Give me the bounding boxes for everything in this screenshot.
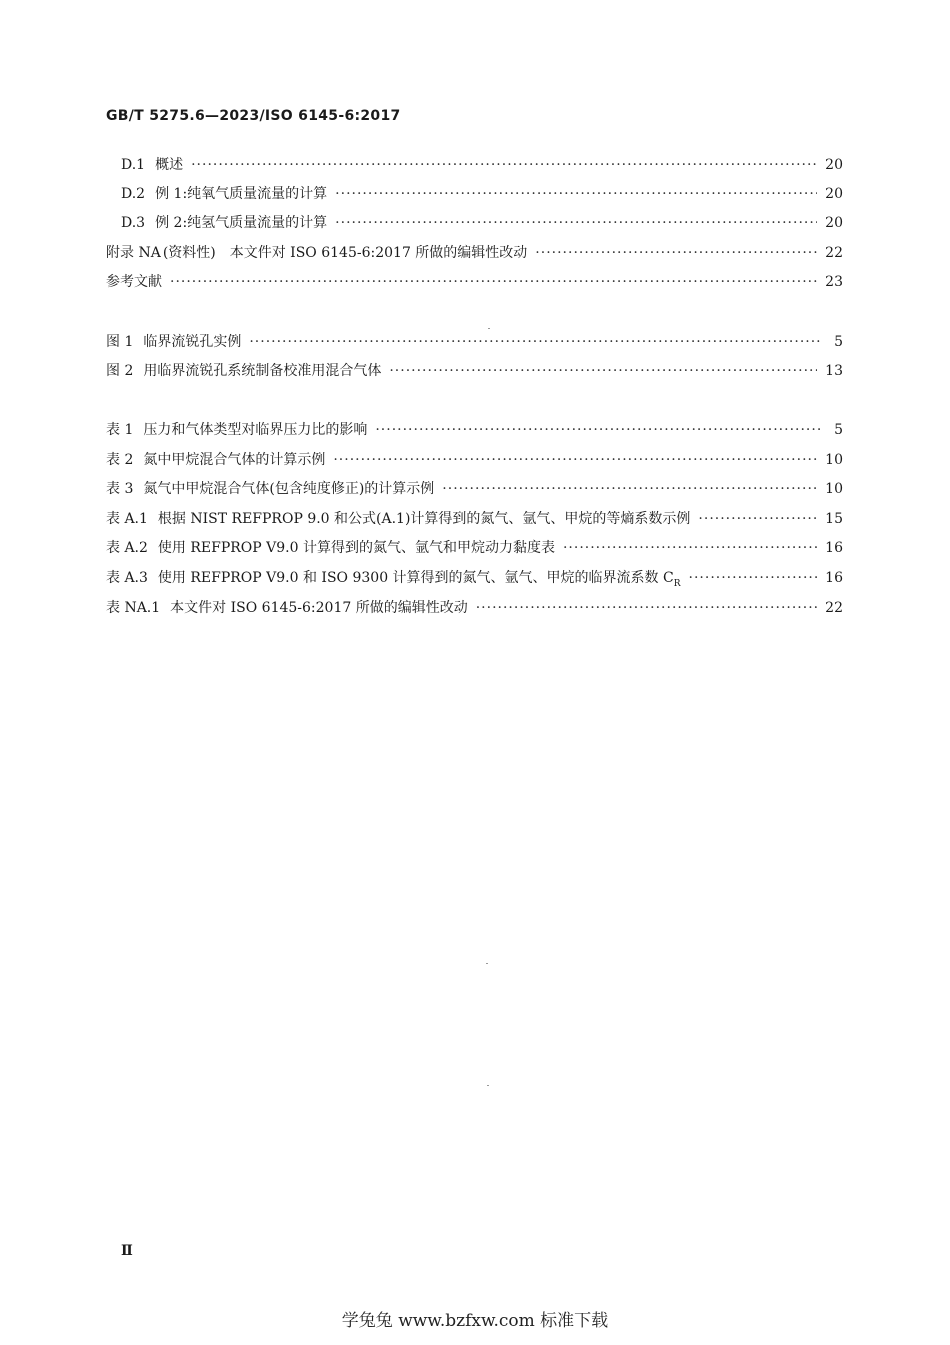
toc-entry-number: 附录 NA [106,245,161,261]
scan-speck [486,963,488,964]
toc-entry-title: (资料性) 本文件对 ISO 6145-6:2017 所做的编辑性改动 [162,245,528,261]
toc-entry-d2[interactable] [121,183,843,205]
toc-entry-page: 20 [825,186,843,202]
toc-entry-d3[interactable] [121,212,843,234]
scan-speck [488,328,490,329]
figure-entry-2[interactable] [106,360,843,382]
table-entry-page: 10 [825,481,843,497]
dot-leader [442,481,817,497]
table-entry-number: 表 A.2 [106,540,148,556]
figure-entry-number: 图 2 [106,363,134,379]
dot-leader [170,274,817,290]
table-entry-title [158,567,681,589]
table-entry-1[interactable] [106,419,843,441]
toc-entry-number: D.1 [121,157,146,173]
table-entry-page: 16 [825,570,843,586]
table-entry-title-text: 使用 REFPROP V9.0 和 ISO 9300 计算得到的氮气、氩气、甲烷的临界流系数 C [157,570,674,586]
table-entry-title: 根据 NIST REFPROP 9.0 和公式(A.1)计算得到的氮气、氩气、甲烷的等熵系数示例 [157,511,691,527]
dot-leader [335,215,817,231]
figure-entry-title: 用临界流锐孔系统制备校准用混合气体 [143,363,382,379]
toc-entry-references[interactable] [106,271,843,293]
table-entry-title: 压力和气体类型对临界压力比的影响 [143,422,368,438]
toc-entry-appendix-na[interactable] [106,242,843,264]
table-entry-number: 表 2 [106,452,134,468]
table-entry-na1[interactable] [106,597,843,619]
dot-leader [191,157,817,173]
dot-leader [476,600,817,616]
table-entry-a3[interactable] [106,567,843,589]
standard-code-header: GB/T 5275.6—2023/ISO 6145-6:2017 [106,108,401,124]
table-entry-number: 表 NA.1 [106,600,161,616]
table-entry-a1[interactable] [106,508,843,530]
dot-leader [563,540,817,556]
figure-entry-number: 图 1 [106,334,134,350]
scan-speck [487,1085,489,1086]
toc-entry-title: 概述 [155,157,184,173]
figure-entry-title: 临界流锐孔实例 [143,334,242,350]
table-entry-title: 氮中甲烷混合气体的计算示例 [143,452,326,468]
table-entry-page: 10 [825,452,843,468]
dot-leader [389,363,817,379]
figure-entry-page: 13 [825,363,843,379]
dot-leader [698,511,817,527]
watermark-text: 学兔兔 www.bzfxw.com 标准下载 [341,1311,609,1331]
toc-entry-title: 例 2:纯氢气质量流量的计算 [155,215,328,231]
table-entry-number: 表 1 [106,422,134,438]
dot-leader [375,422,821,438]
dot-leader [249,334,821,350]
table-entry-page: 15 [825,511,843,527]
page-number: Ⅱ [121,1243,133,1259]
toc-entry-title: 例 1:纯氧气质量流量的计算 [155,186,328,202]
toc-entry-number: D.3 [121,215,146,231]
toc-entry-page: 23 [825,274,843,290]
table-entry-2[interactable] [106,449,843,471]
dot-leader [333,452,817,468]
toc-entry-number: D.2 [121,186,146,202]
figure-entry-page: 5 [834,334,843,350]
dot-leader [535,245,817,261]
toc-entry-page: 20 [825,215,843,231]
toc-entry-page: 20 [825,157,843,173]
table-entry-a2[interactable] [106,537,843,559]
table-entry-page: 16 [825,540,843,556]
table-entry-title: 使用 REFPROP V9.0 计算得到的氮气、氩气和甲烷动力黏度表 [157,540,555,556]
table-entry-3[interactable] [106,478,843,500]
table-entry-number: 表 A.3 [106,570,148,586]
table-entry-page: 22 [825,600,843,616]
table-entry-title: 本文件对 ISO 6145-6:2017 所做的编辑性改动 [170,600,468,616]
figure-entry-1[interactable] [106,331,843,353]
table-entry-title: 氮气中甲烷混合气体(包含纯度修正)的计算示例 [143,481,435,497]
toc-entry-number: 参考文献 [106,274,162,290]
toc-entry-page: 22 [825,245,843,261]
toc-entry-d1[interactable] [121,154,843,176]
table-entry-page: 5 [834,422,843,438]
dot-leader [689,570,818,586]
table-entry-title-subscript: R [673,578,681,589]
table-entry-number: 表 A.1 [106,511,148,527]
dot-leader [335,186,817,202]
table-entry-number: 表 3 [106,481,134,497]
